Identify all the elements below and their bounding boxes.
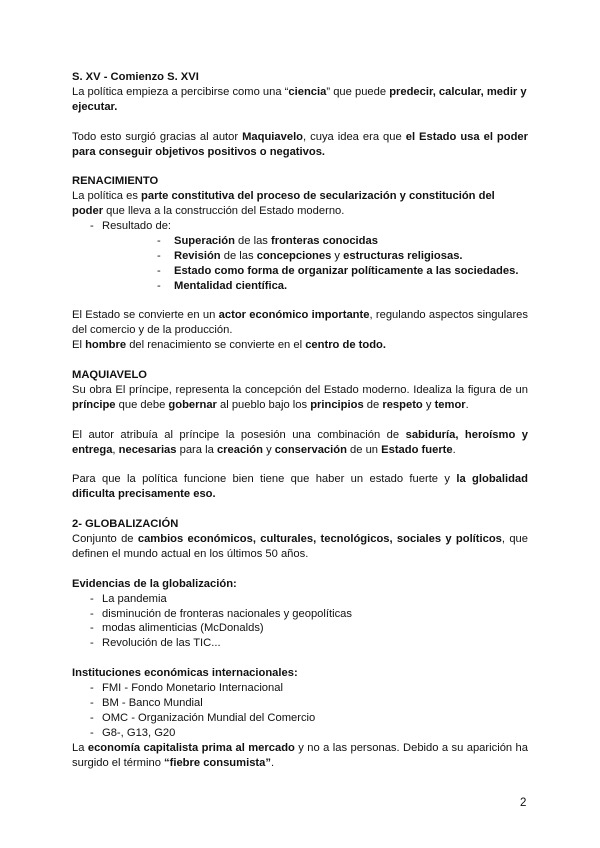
paragraph-estado-fuerte	[72, 472, 528, 502]
text-run: y	[331, 249, 344, 262]
paragraph-hombre-centro	[72, 338, 528, 353]
section-heading-s-xv: S. XV - Comienzo S. XVI	[72, 71, 199, 83]
list-item: - La pandemia	[72, 592, 528, 607]
text-run: .	[465, 398, 469, 411]
result-sublist	[102, 234, 528, 294]
text-run: Su obra El príncipe, representa la concepción del Estado moderno. Idealiza la figura de un	[72, 383, 528, 396]
text-run: ,	[112, 443, 119, 456]
list-item	[102, 249, 528, 264]
paragraph-atributos-principe	[72, 428, 528, 458]
text-run: .	[270, 756, 275, 769]
text-run: , que definen el mundo actual en los últimos 50 años.	[72, 532, 528, 560]
bold-text: Maquiavelo	[242, 130, 304, 143]
bold-text: el Estado usa el poder para conseguir objetivos positivos o negativos.	[72, 130, 528, 158]
bold-text: Revisión	[174, 249, 221, 262]
list-item: - BM - Banco Mundial	[72, 696, 528, 711]
bold-text: necesarias	[118, 443, 177, 456]
text-run: .	[452, 443, 456, 456]
list-item: - OMC - Organización Mundial del Comercio	[72, 711, 528, 726]
subheading-evidencias: Evidencias de la globalización:	[72, 577, 237, 590]
bold-text: predecir, calcular, medir y ejecutar.	[72, 85, 527, 113]
text-run: La política es	[72, 190, 142, 203]
text-run: y	[262, 443, 275, 456]
subheading-instituciones: Instituciones económicas internacionales:	[72, 667, 298, 680]
list-item: - modas alimenticias (McDonalds)	[72, 621, 528, 636]
text-run: La política empieza a percibirse como una “	[72, 85, 289, 98]
text-run: La	[72, 741, 88, 754]
result-list	[72, 219, 528, 294]
text-run: y no a las personas. Debido a su aparición ha surgido el término	[72, 741, 528, 769]
text-run: , cuya idea era que	[303, 130, 406, 143]
bold-text: príncipe	[72, 398, 116, 411]
bold-text: “fiebre consumista”	[164, 756, 271, 769]
text-run: , regulando aspectos singulares del comercio y de la producción.	[72, 309, 528, 337]
bold-text: actor económico importante	[218, 309, 370, 322]
paragraph-maquiavelo-intro	[72, 130, 528, 160]
bold-text: hombre	[85, 339, 127, 352]
bold-text: Estado como forma de organizar políticamente a las sociedades.	[174, 264, 519, 277]
bold-text: ciencia	[288, 85, 327, 98]
text-run: al pueblo bajo los	[216, 398, 311, 411]
bold-text: fronteras conocidas	[271, 234, 378, 247]
bold-text: creación	[216, 443, 263, 456]
text-run: de las	[234, 234, 272, 247]
paragraph-actor-economico	[72, 308, 528, 338]
bold-text: temor	[434, 398, 466, 411]
list-item: - Revolución de las TIC...	[72, 636, 528, 651]
text-run: de	[363, 398, 383, 411]
list-item	[102, 279, 528, 294]
text-run: y	[422, 398, 435, 411]
section-heading-globalizacion: 2- GLOBALIZACIÓN	[72, 518, 179, 531]
document-page	[72, 70, 528, 770]
bold-text: economía capitalista prima al mercado	[87, 741, 295, 754]
section-heading-maquiavelo: MAQUIAVELO	[72, 369, 147, 382]
text-run: que lleva a la construcción del Estado moderno.	[103, 205, 345, 218]
bold-text: cambios económicos, culturales, tecnológicos, sociales y políticos	[137, 532, 502, 545]
section-heading-renacimiento: RENACIMIENTO	[72, 175, 159, 188]
bold-text: estructuras religiosas.	[343, 249, 463, 262]
bold-text: gobernar	[168, 398, 217, 411]
text-run: Todo esto surgió gracias al autor	[72, 130, 243, 143]
text-run: El	[72, 339, 86, 352]
text-run: de un	[346, 443, 382, 456]
text-run: ” que puede	[326, 85, 390, 98]
text-run: El Estado se convierte en un	[72, 309, 219, 322]
list-item: - FMI - Fondo Monetario Internacional	[72, 681, 528, 696]
bold-text: la globalidad dificulta precisamente eso.	[72, 473, 528, 501]
list-item: - Resultado de: - Superación de las fronteras conocidas - Revisión de las concepciones y estructuras religiosas. - Estado como forma de organizar políticamente a las sociedades. - Mentalidad científica.	[72, 219, 528, 294]
bold-text: Superación	[174, 234, 235, 247]
bold-text: principios	[310, 398, 364, 411]
text-run: para la	[176, 443, 217, 456]
bold-text: centro de todo.	[305, 339, 387, 352]
paragraph-politica-ciencia	[72, 85, 528, 115]
page-number: 2	[520, 797, 527, 809]
list-item: - disminución de fronteras nacionales y geopolíticas	[72, 607, 528, 622]
paragraph-renacimiento	[72, 189, 528, 219]
text-run: El autor atribuía al príncipe la posesión una combinación de	[72, 428, 406, 441]
list-item: - G8-, G13, G20	[72, 726, 528, 741]
bold-text: conservación	[274, 443, 347, 456]
institutions-list	[72, 681, 528, 741]
bold-text: concepciones	[256, 249, 332, 262]
list-item	[102, 234, 528, 249]
text-run: Conjunto de	[72, 532, 138, 545]
text-run: Para que la política funcione bien tiene que haber un estado fuerte y	[72, 473, 457, 486]
paragraph-economia-capitalista	[72, 741, 528, 771]
bold-text: sabiduría, heroísmo y entrega	[72, 428, 528, 456]
bold-text: respeto	[382, 398, 423, 411]
text-run: del renacimiento se convierte en el	[126, 339, 306, 352]
text-run: de las	[220, 249, 257, 262]
bold-text: Estado fuerte	[381, 443, 453, 456]
text-run: que debe	[115, 398, 169, 411]
paragraph-globalizacion-def	[72, 532, 528, 562]
bold-text: Mentalidad científica.	[174, 279, 288, 292]
list-item	[102, 264, 528, 279]
bold-text: parte constitutiva del proceso de secularización y constitución del poder	[72, 190, 495, 218]
evidence-list	[72, 592, 528, 652]
paragraph-el-principe	[72, 383, 528, 413]
